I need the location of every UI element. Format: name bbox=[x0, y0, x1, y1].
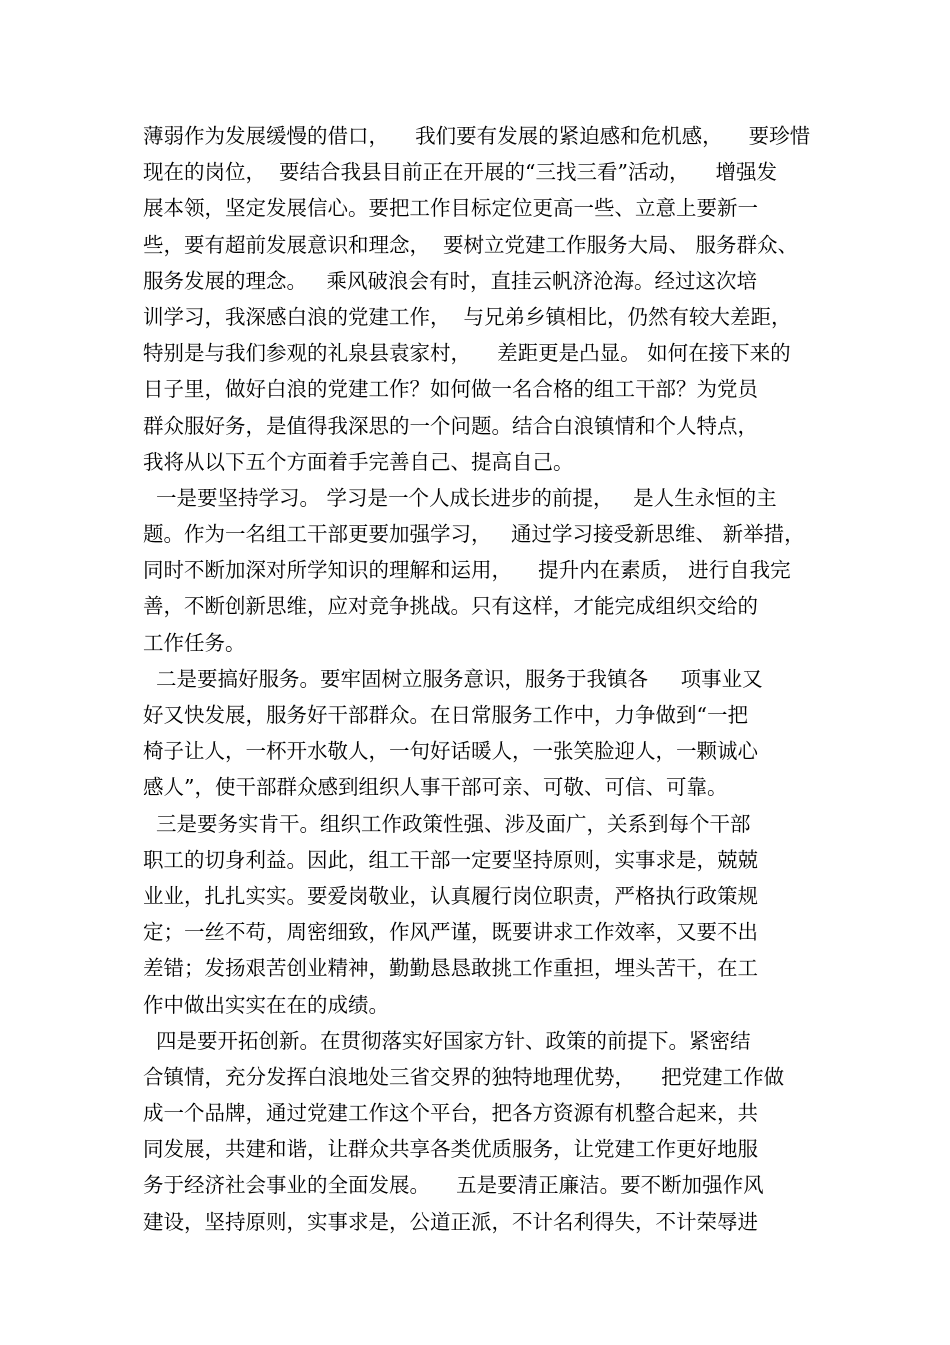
text-line: 日子里，做好白浪的党建工作？如何做一名合格的组工干部？为党员 bbox=[143, 377, 758, 402]
text-line: 定；一丝不苟，周密细致，作风严谨，既要讲求工作效率，又要不出 bbox=[143, 920, 758, 945]
text-line: 训学习，我深感白浪的党建工作， 与兄弟乡镇相比，仍然有较大差距， bbox=[143, 304, 792, 329]
text-line: 业业，扎扎实实。要爱岗敬业，认真履行岗位职责，严格执行政策规 bbox=[143, 883, 758, 908]
body-text bbox=[143, 118, 813, 1240]
paragraph-start-line: 一是要坚持学习。 学习是一个人成长进步的前提， 是人生永恒的主 bbox=[143, 485, 777, 510]
text-line: 展本领，坚定发展信心。要把工作目标定位更高一些、立意上要新一 bbox=[143, 196, 758, 221]
text-line: 薄弱作为发展缓慢的借口， 我们要有发展的紧迫感和危机感， 要珍惜 bbox=[143, 124, 811, 148]
text-line: 合镇情，充分发挥白浪地处三省交界的独特地理优势， 把党建工作做 bbox=[143, 1064, 785, 1089]
text-line: 同时不断加深对所学知识的理解和运用， 提升内在素质， 进行自我完 bbox=[143, 558, 791, 583]
paragraph-start-line: 三是要务实肯干。组织工作政策性强、涉及面广，关系到每个干部 bbox=[143, 811, 751, 836]
text-line: 作中做出实实在在的成绩。 bbox=[143, 992, 389, 1017]
text-line: 群众服好务，是值得我深思的一个问题。结合白浪镇情和个人特点， bbox=[143, 413, 758, 438]
text-line: 好又快发展，服务好干部群众。在日常服务工作中，力争做到“一把 bbox=[143, 703, 748, 727]
text-line: 感人”，使干部群众感到组织人事干部可亲、可敬、可信、可靠。 bbox=[143, 775, 728, 800]
text-line: 工作任务。 bbox=[143, 630, 246, 655]
text-line: 成一个品牌，通过党建工作这个平台，把各方资源有机整合起来，共 bbox=[143, 1101, 758, 1126]
text-line: 差错；发扬艰苦创业精神，勤勤恳恳敢挑工作重担，埋头苦干，在工 bbox=[143, 956, 758, 981]
paragraph-start-line: 二是要搞好服务。要牢固树立服务意识，服务于我镇各 项事业又 bbox=[143, 666, 763, 691]
text-line: 些，要有超前发展意识和理念， 要树立党建工作服务大局、 服务群众、 bbox=[143, 232, 799, 257]
text-line: 特别是与我们参观的礼泉县袁家村， 差距更是凸显。 如何在接下来的 bbox=[143, 341, 791, 366]
text-line: 建设，坚持原则，实事求是，公道正派，不计名利得失，不计荣辱进 bbox=[143, 1209, 758, 1234]
paragraph-start-line: 四是要开拓创新。在贯彻落实好国家方针、政策的前提下。紧密结 bbox=[143, 1028, 751, 1053]
text-line: 题。作为一名组工干部更要加强学习， 通过学习接受新思维、 新举措， bbox=[143, 522, 805, 547]
text-line: 我将从以下五个方面着手完善自己、提高自己。 bbox=[143, 449, 574, 474]
text-line: 服务发展的理念。 乘风破浪会有时，直挂云帆济沧海。经过这次培 bbox=[143, 268, 758, 293]
text-line: 同发展，共建和谐，让群众共享各类优质服务，让党建工作更好地服 bbox=[143, 1137, 758, 1162]
text-line: 职工的切身利益。因此，组工干部一定要坚持原则，实事求是，兢兢 bbox=[143, 847, 758, 872]
text-line: 椅子让人，一杯开水敬人，一句好话暖人，一张笑脸迎人，一颗诚心 bbox=[143, 739, 758, 764]
text-line: 善，不断创新思维，应对竞争挑战。只有这样，才能完成组织交给的 bbox=[143, 594, 758, 619]
text-line: 务于经济社会事业的全面发展。 五是要清正廉洁。要不断加强作风 bbox=[143, 1173, 764, 1198]
text-line: 现在的岗位， 要结合我县目前正在开展的“三找三看”活动， 增强发 bbox=[143, 160, 778, 185]
